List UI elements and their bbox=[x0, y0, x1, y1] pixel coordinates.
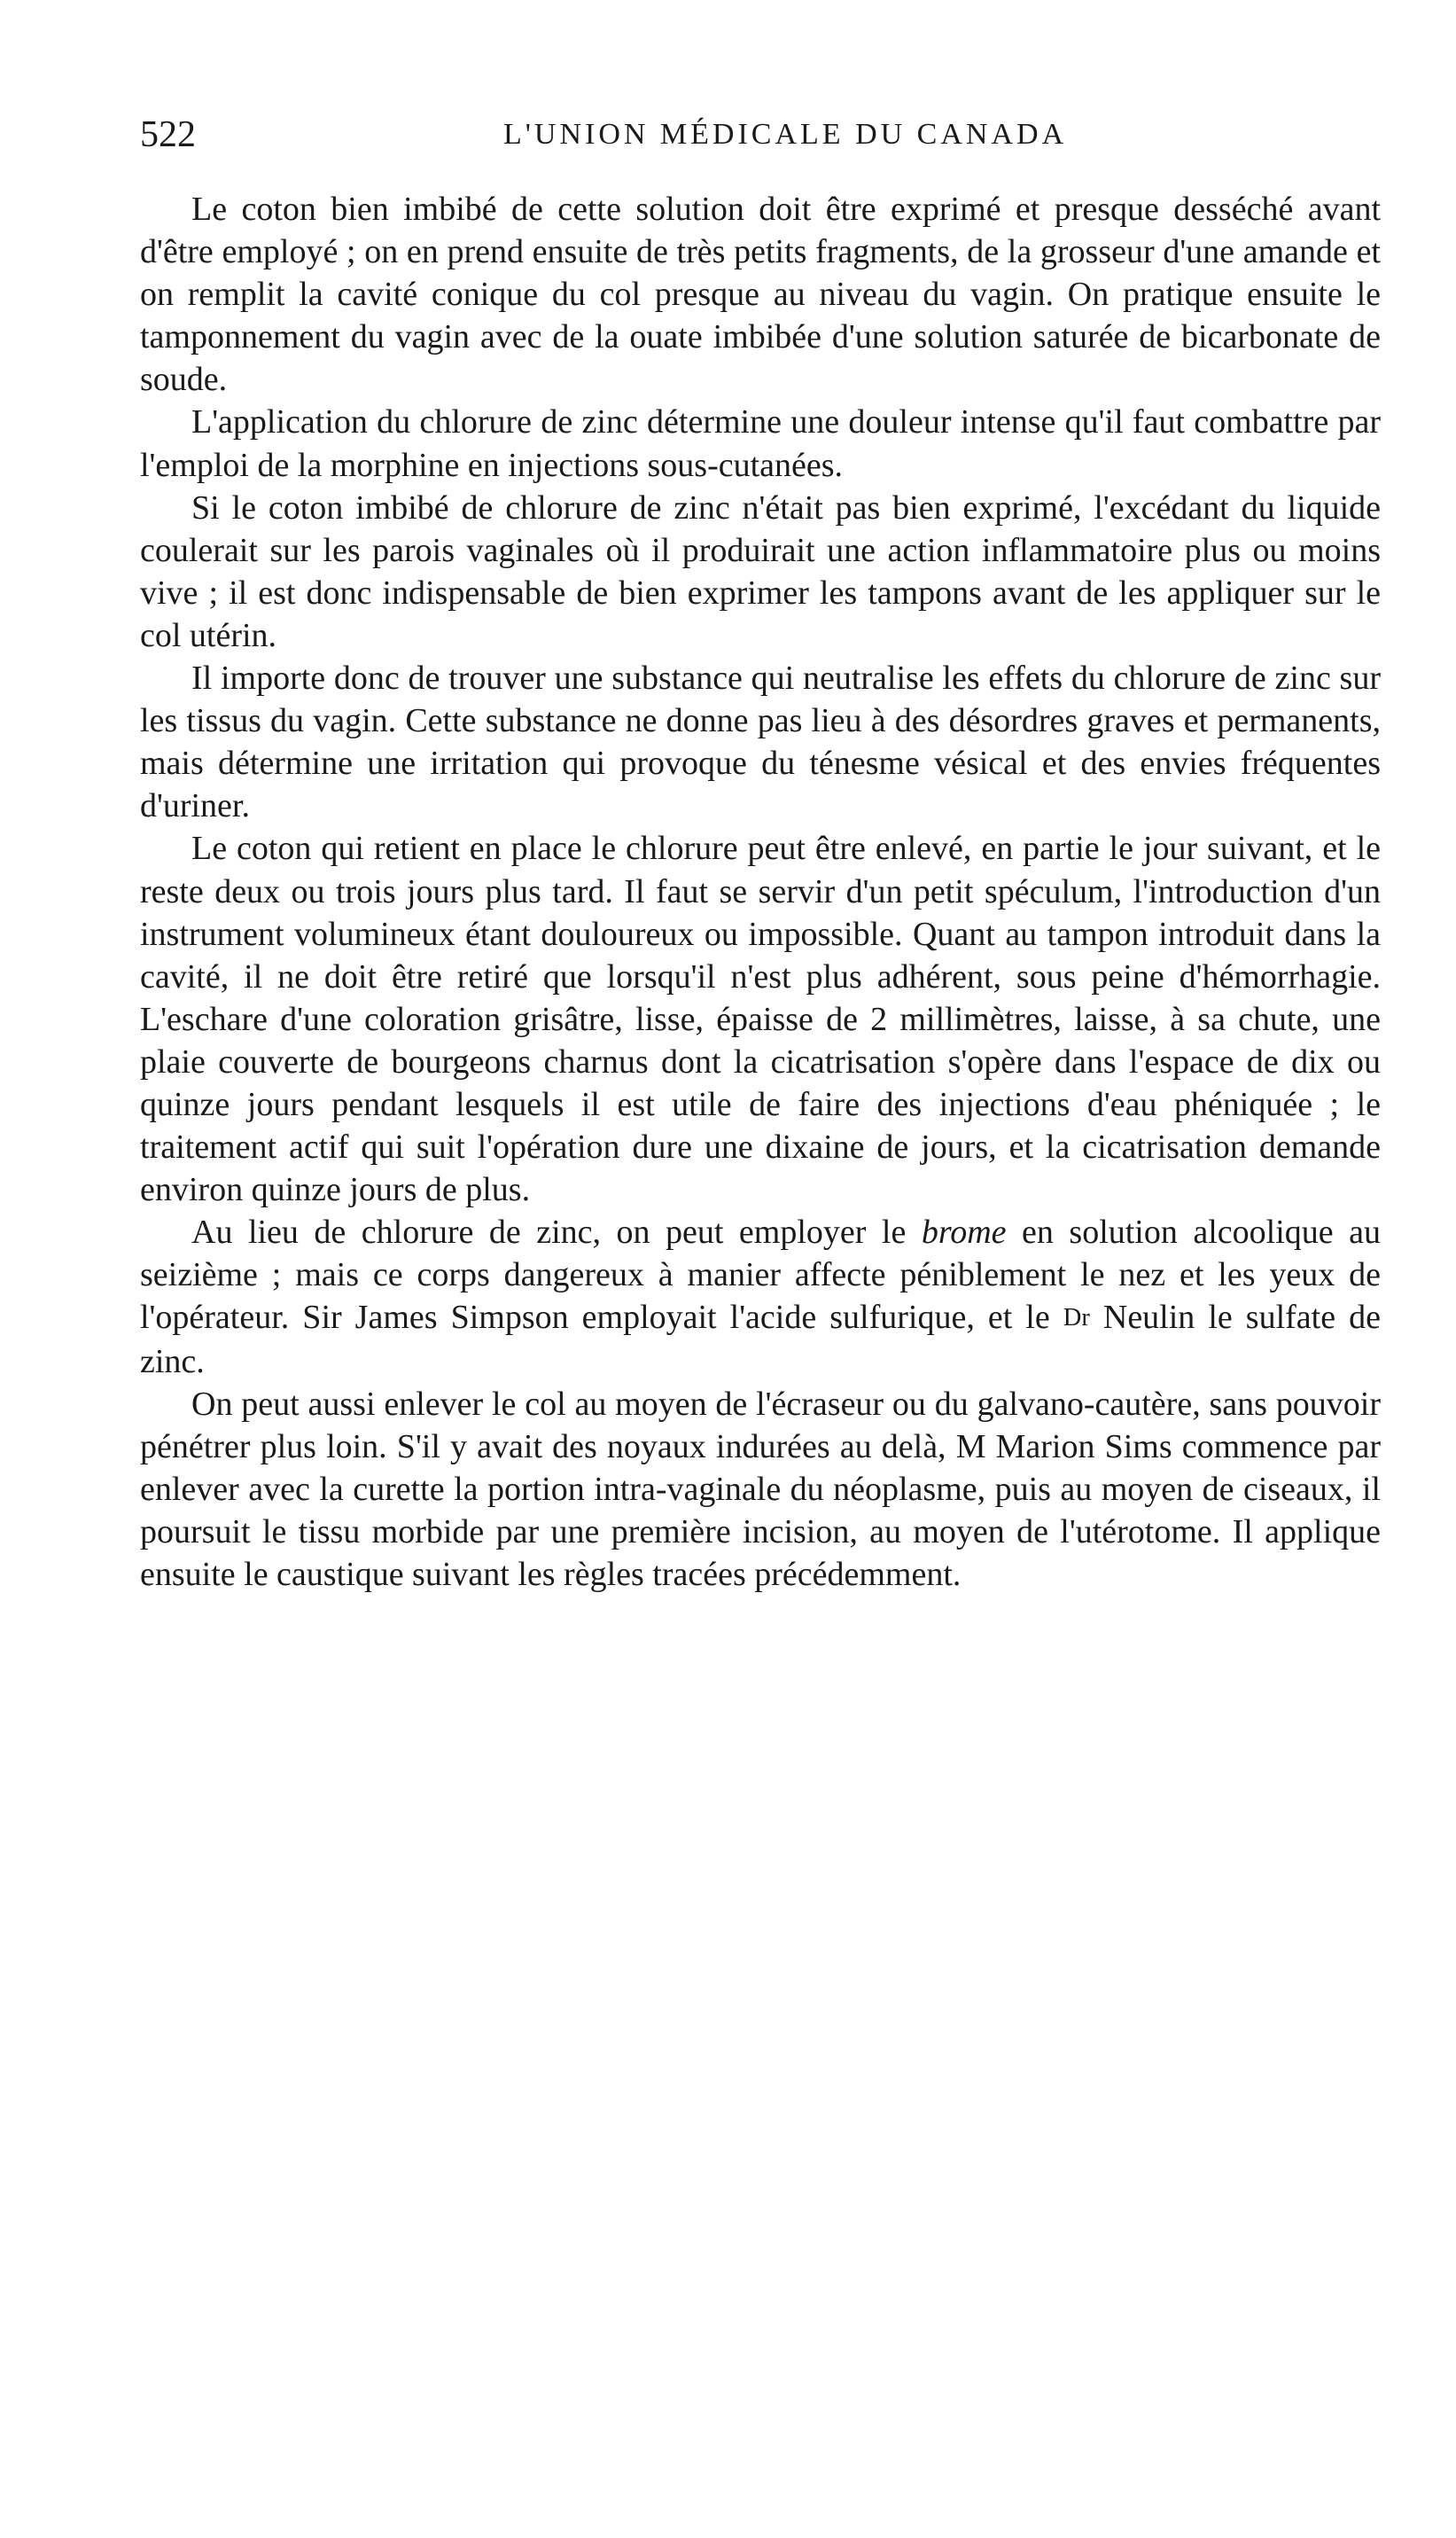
running-head bbox=[140, 108, 1097, 161]
paragraph-brome-start: Au lieu de chlorure de zinc, on peut employer le bbox=[191, 1214, 922, 1252]
paragraph-coton-imbibe: Le coton bien imbibé de cette solution doit être exprimé et presque desséché avant d'être employé ; on en prend ensuite de très petits fragments, de la grosseur d'une amande et on remplit la cavité conique du col presque au niveau du vagin. On pratique ensuite le tamponnement du vagin avec de la ouate imbibée d'une solution saturée de bicarbonate de soude. bbox=[140, 191, 1381, 399]
brome-italic: brome bbox=[921, 1214, 1007, 1252]
paragraph-brome bbox=[140, 1211, 1381, 1383]
article-body bbox=[140, 188, 1381, 1596]
paragraph-brome-middle: en solution alcoolique au seizième ; mais ce corps dangereux à manier affecte péniblement le nez et les yeux de l'opérateur. Sir James Simpson employait l'acide sulfurique, et le bbox=[140, 1214, 1381, 1337]
paragraph-substance-neutralisante: Il importe donc de trouver une substance qui neutralise les effets du chlorure de zinc sur les tissus du vagin. Cette substance ne donne pas lieu à des désordres graves et permanents, mais détermine une irritation qui provoque du ténesme vésical et des envies fréquentes d'uriner. bbox=[140, 660, 1381, 825]
doctor-abbreviation: Dr bbox=[1063, 1304, 1090, 1332]
paragraph-enlevement-coton: Le coton qui retient en place le chlorure peut être enlevé, en partie le jour suivant, et le reste deux ou trois jours plus tard. Il faut se servir d'un petit spéculum, l'introduction d'un instrument volumineux étant douloureux ou impossible. Quant au tampon introduit dans la cavité, il ne doit être retiré que lorsqu'il n'est plus adhérent, sous peine d'hémorrhagie. L'eschare d'une coloration grisâtre, lisse, épaisse de 2 millimètres, laisse, à sa chute, une plaie couverte de bourgeons charnus dont la cicatrisation s'opère dans l'espace de dix ou quinze jours pendant lesquels il est utile de faire des injections d'eau phéniquée ; le traitement actif qui suit l'opération dure une dixaine de jours, et la cicatrisation demande environ quinze jours de plus. bbox=[140, 830, 1381, 1209]
paragraph-ecraseur: On peut aussi enlever le col au moyen de l'écraseur ou du galvano-cautère, sans pouvoir pénétrer plus loin. S'il y avait des noyaux indurées au delà, M Marion Sims commence par enlever avec la curette la portion intra-vaginale du néoplasme, puis au moyen de ciseaux, il poursuit le tissu morbide par une première incision, au moyen de l'utérotome. Il applique ensuite le caustique suivant les règles tracées précédemment. bbox=[140, 1385, 1381, 1594]
paragraph-application-chlorure: L'application du chlorure de zinc détermine une douleur intense qu'il faut combattre par l'emploi de la morphine en injections sous-cutanées. bbox=[140, 403, 1381, 484]
paragraph-brome-end: Neulin le sulfate de zinc. bbox=[140, 1299, 1381, 1380]
journal-title: L'UNION MÉDICALE DU CANADA bbox=[503, 118, 1068, 151]
page-number: 522 bbox=[140, 114, 196, 155]
paragraph-coton-exprime: Si le coton imbibé de chlorure de zinc n'était pas bien exprimé, l'excédant du liquide coulerait sur les parois vaginales où il produirait une action inflammatoire plus ou moins vive ; il est donc indispensable de bien exprimer les tampons avant de les appliquer sur le col utérin. bbox=[140, 488, 1381, 654]
